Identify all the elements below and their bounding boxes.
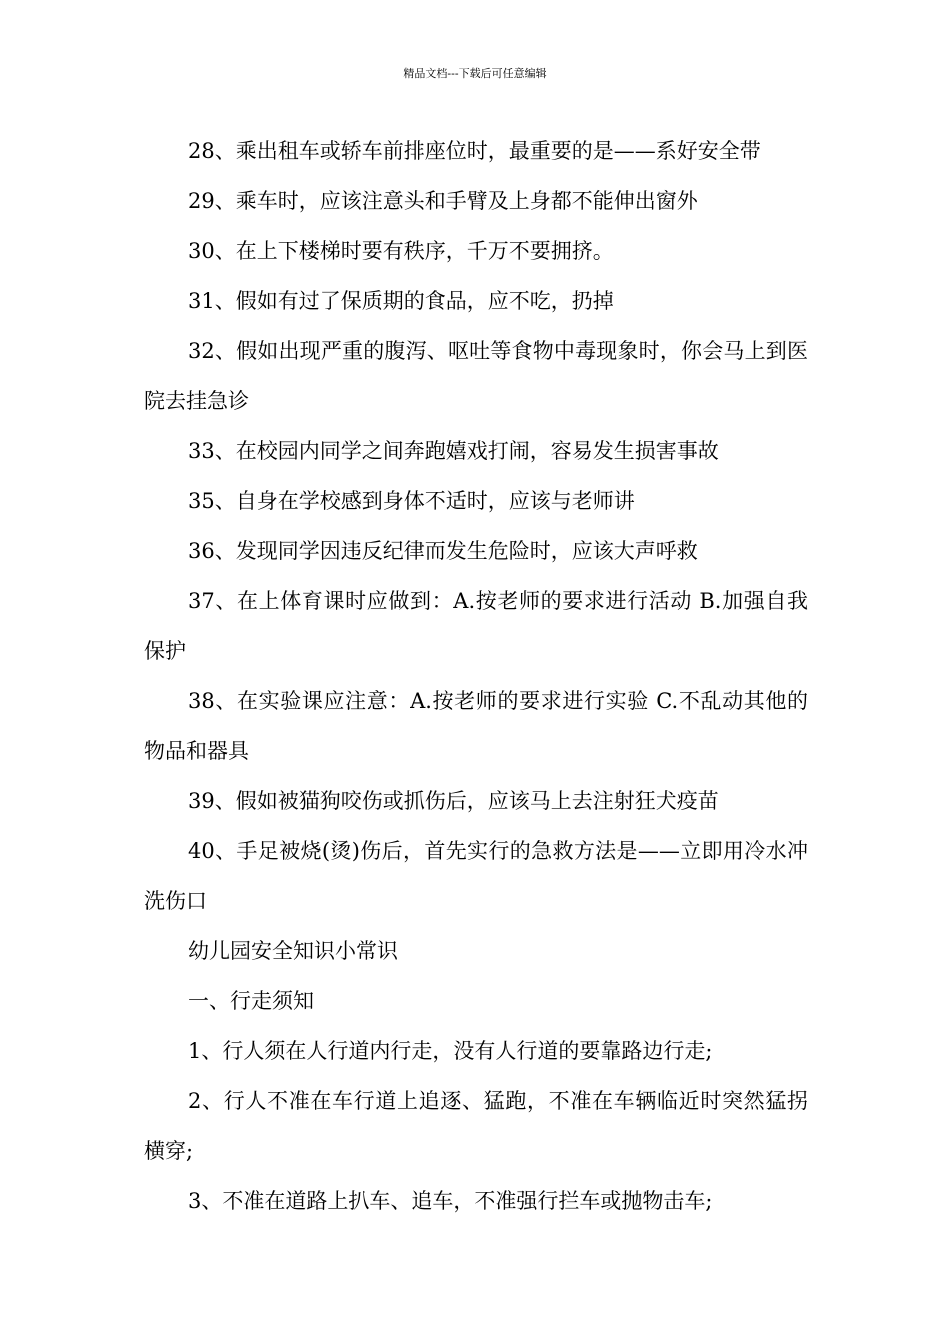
paragraph-40: 40、手足被烧(烫)伤后，首先实行的急救方法是——立即用冷水冲洗伤口: [144, 839, 808, 913]
subsection-title: 一、行走须知: [188, 989, 314, 1013]
paragraph-36: 36、发现同学因违反纪律而发生危险时，应该大声呼救: [188, 539, 698, 563]
paragraph-39: 39、假如被猫狗咬伤或抓伤后，应该马上去注射狂犬疫苗: [188, 789, 719, 813]
paragraph-29: 29、乘车时，应该注意头和手臂及上身都不能伸出窗外: [188, 189, 698, 213]
paragraph-35: 35、自身在学校感到身体不适时，应该与老师讲: [188, 489, 635, 513]
section-title: 幼儿园安全知识小常识: [188, 939, 398, 963]
paragraph-28: 28、乘出租车或轿车前排座位时，最重要的是——系好安全带: [188, 139, 761, 163]
paragraph-37: 37、在上体育课时应做到：A.按老师的要求进行活动 B.加强自我保护: [144, 589, 808, 663]
rule-item-1: 1、行人须在人行道内行走，没有人行道的要靠路边行走;: [188, 1039, 713, 1063]
paragraph-30: 30、在上下楼梯时要有秩序，千万不要拥挤。: [188, 239, 614, 263]
paragraph-33: 33、在校园内同学之间奔跑嬉戏打闹，容易发生损害事故: [188, 439, 719, 463]
paragraph-38: 38、在实验课应注意：A.按老师的要求进行实验 C.不乱动其他的物品和器具: [144, 689, 808, 763]
document-body: [144, 126, 808, 1226]
paragraph-31: 31、假如有过了保质期的食品，应不吃，扔掉: [188, 289, 614, 313]
rule-item-2: 2、行人不准在车行道上追逐、猛跑，不准在车辆临近时突然猛拐横穿;: [144, 1089, 808, 1163]
rule-item-3: 3、不准在道路上扒车、追车，不准强行拦车或抛物击车;: [188, 1189, 713, 1213]
paragraph-32: 32、假如出现严重的腹泻、呕吐等食物中毒现象时，你会马上到医院去挂急诊: [144, 339, 808, 413]
page-header: 精品文档---下载后可任意编辑: [403, 67, 547, 80]
